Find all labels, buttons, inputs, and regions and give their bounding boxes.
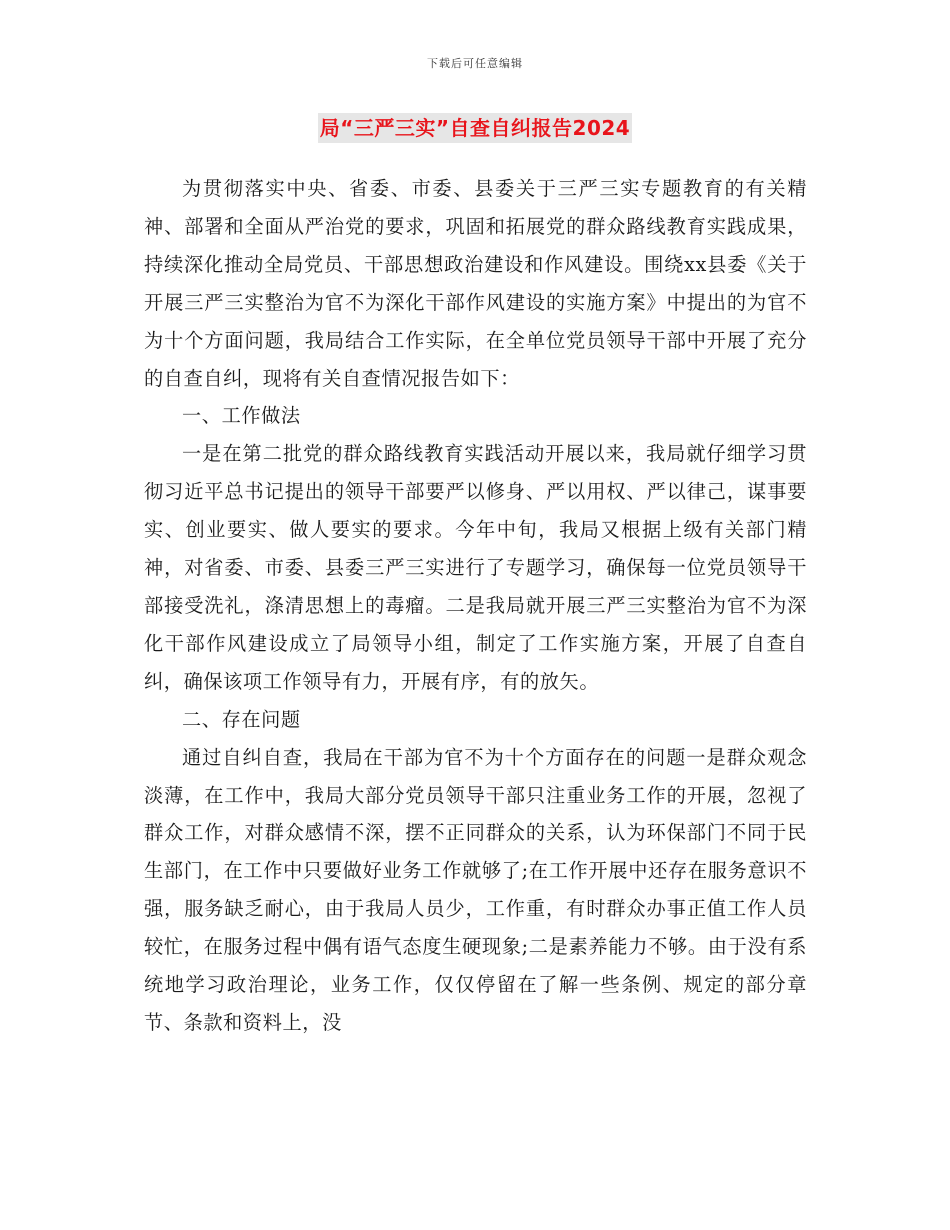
title-container xyxy=(0,113,950,143)
document-title: 局“三严三实”自查自纠报告2024 xyxy=(318,113,632,143)
intro-paragraph: 为贯彻落实中央、省委、市委、县委关于三严三实专题教育的有关精神、部署和全面从严治党的要求，巩固和拓展党的群众路线教育实践成果，持续深化推动全局党员、干部思想政治建设和作风建设。围绕xx县委《关于开展三严三实整治为官不为深化干部作风建设的实施方案》中提出的为官不为十个方面问题，我局结合工作实际，在全单位党员领导干部中开展了充分的自查自纠，现将有关自查情况报告如下： xyxy=(144,177,807,390)
section-heading-work-methods: 一、工作做法 xyxy=(182,404,301,428)
section-heading-problems: 二、存在问题 xyxy=(182,707,301,731)
work-methods-paragraph: 一是在第二批党的群众路线教育实践活动开展以来，我局就仔细学习贯彻习近平总书记提出的领导干部要严以修身、严以用权、严以律己，谋事要实、创业要实、做人要实的要求。今年中旬，我局又根据上级有关部门精神，对省委、市委、县委三严三实进行了专题学习，确保每一位党员领导干部接受洗礼，涤清思想上的毒瘤。二是我局就开展三严三实整治为官不为深化干部作风建设成立了局领导小组，制定了工作实施方案，开展了自查自纠，确保该项工作领导有力，开展有序，有的放矢。 xyxy=(144,442,807,693)
document-body xyxy=(144,170,807,1042)
problems-paragraph: 通过自纠自查，我局在干部为官不为十个方面存在的问题一是群众观念淡薄，在工作中，我局大部分党员领导干部只注重业务工作的开展，忽视了群众工作，对群众感情不深，摆不正同群众的关系，认为环保部门不同于民生部门，在工作中只要做好业务工作就够了;在工作开展中还存在服务意识不强，服务缺乏耐心，由于我局人员少，工作重，有时群众办事正值工作人员较忙，在服务过程中偶有语气态度生硬现象;二是素养能力不够。由于没有系统地学习政治理论，业务工作，仅仅停留在了解一些条例、规定的部分章节、条款和资料上，没 xyxy=(144,745,807,1034)
header-note: 下载后可任意编辑 xyxy=(427,57,523,70)
